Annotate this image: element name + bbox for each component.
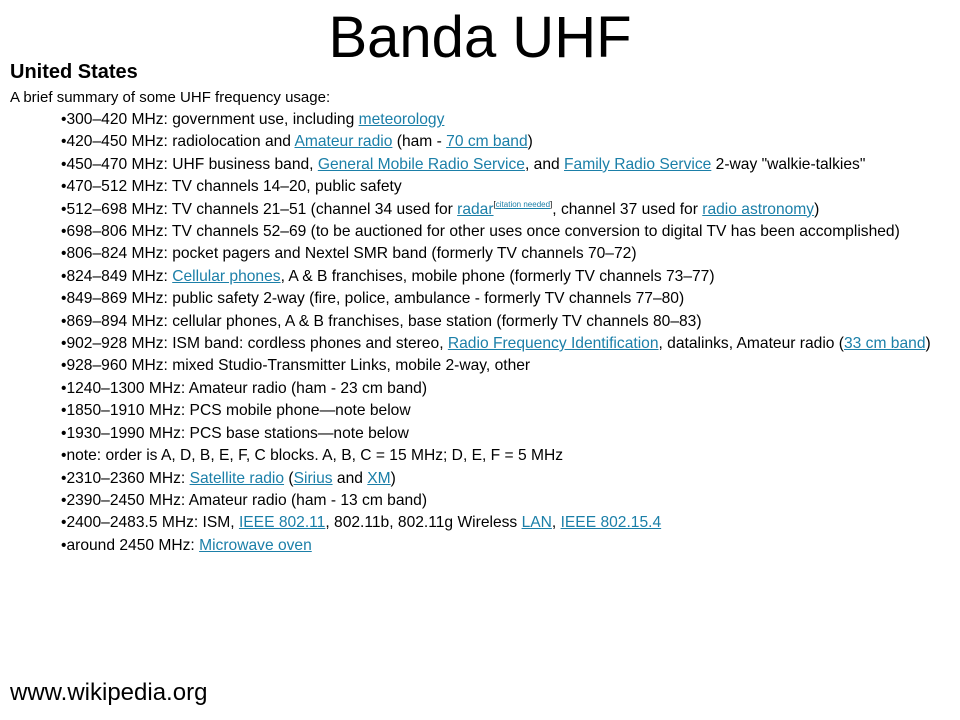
wiki-link[interactable]: meteorology [358, 111, 445, 128]
wiki-link[interactable]: IEEE 802.15.4 [560, 514, 662, 532]
frequency-item [61, 221, 951, 243]
wiki-link[interactable]: Sirius [293, 469, 333, 487]
wiki-link[interactable]: Cellular phones [172, 267, 281, 285]
wiki-link[interactable]: Satellite radio [189, 469, 285, 487]
frequency-item [61, 400, 951, 422]
frequency-item [61, 423, 951, 445]
item-text: •698–806 MHz: TV channels 52–69 (to be auctioned for other uses once conversion to digital TV has been accomplished) [61, 223, 900, 241]
frequency-item [61, 490, 951, 512]
frequency-item [61, 445, 951, 467]
wiki-link[interactable]: Microwave oven [199, 536, 312, 554]
item-text: (ham - [392, 133, 447, 151]
wiki-link[interactable]: XM [367, 469, 391, 487]
frequency-item [61, 199, 951, 221]
item-text: , datalinks, Amateur radio ( [658, 335, 844, 353]
item-text: ( [284, 469, 294, 487]
item-text: •1930–1990 MHz: PCS base stations—note below [61, 424, 409, 442]
source-credit: www.wikipedia.org [10, 679, 208, 706]
item-text: , 802.11b, 802.11g Wireless [325, 514, 522, 532]
item-text: •note: order is A, D, B, E, F, C blocks. A, B, C = 15 MHz; D, E, F = 5 MHz [61, 447, 564, 465]
frequency-item [61, 109, 951, 131]
item-text: and [332, 469, 368, 487]
frequency-item [61, 311, 951, 333]
wiki-link[interactable]: Amateur radio [294, 133, 393, 151]
item-text: •824–849 MHz: [61, 267, 173, 285]
item-text: ) [814, 200, 820, 218]
item-text: •2400–2483.5 MHz: ISM, [61, 514, 239, 532]
item-text: •450–470 MHz: UHF business band, [61, 155, 318, 173]
frequency-item [61, 176, 951, 198]
wiki-link[interactable]: LAN [521, 514, 552, 532]
item-text: •300–420 MHz: government use, including [61, 111, 359, 128]
item-text: , channel 37 used for [552, 200, 703, 218]
frequency-item [61, 535, 951, 557]
item-text: •470–512 MHz: TV channels 14–20, public safety [61, 178, 402, 196]
frequency-item [61, 266, 951, 288]
intro-text: A brief summary of some UHF frequency usage: [10, 89, 331, 106]
wiki-link[interactable]: General Mobile Radio Service [317, 155, 525, 173]
slide-title: Banda UHF [328, 5, 632, 70]
frequency-item [61, 333, 951, 355]
item-text: 2-way "walkie-talkies" [711, 155, 866, 173]
item-text: ) [390, 469, 396, 487]
item-text: , [551, 514, 561, 532]
item-text: •512–698 MHz: TV channels 21–51 (channel 34 used for [61, 200, 458, 218]
section-heading: United States [10, 61, 138, 83]
item-text: •2310–2360 MHz: [61, 469, 190, 487]
frequency-item [61, 288, 951, 310]
wiki-link[interactable]: IEEE 802.11 [238, 514, 326, 532]
item-text: •around 2450 MHz: [61, 536, 200, 554]
item-text: •806–824 MHz: pocket pagers and Nextel SMR band (formerly TV channels 70–72) [61, 245, 637, 263]
item-text: ] [550, 199, 553, 209]
frequency-item [61, 154, 951, 176]
item-text: •849–869 MHz: public safety 2-way (fire, police, ambulance - formerly TV channels 77–80) [61, 290, 685, 308]
wiki-link[interactable]: Family Radio Service [564, 155, 712, 173]
item-text: •2390–2450 MHz: Amateur radio (ham - 13 cm band) [61, 491, 428, 509]
frequency-item [61, 355, 951, 377]
item-text: •928–960 MHz: mixed Studio-Transmitter Links, mobile 2-way, other [61, 357, 531, 375]
frequency-item [61, 468, 951, 490]
item-text: •869–894 MHz: cellular phones, A & B franchises, base station (formerly TV channels 80–83) [61, 312, 702, 330]
wiki-link[interactable]: radar [457, 200, 494, 218]
item-text: ) [925, 335, 931, 353]
wiki-link[interactable]: citation needed [495, 199, 551, 209]
frequency-item [61, 131, 951, 153]
item-text: •1850–1910 MHz: PCS mobile phone—note below [61, 402, 411, 420]
item-text: ) [527, 133, 533, 151]
wiki-link[interactable]: 70 cm band [446, 133, 528, 151]
frequency-item [61, 512, 951, 534]
wiki-link[interactable]: radio astronomy [702, 200, 815, 218]
wiki-link[interactable]: Radio Frequency Identification [447, 335, 659, 353]
wiki-link[interactable]: 33 cm band [844, 335, 926, 353]
item-text: •1240–1300 MHz: Amateur radio (ham - 23 cm band) [61, 379, 428, 397]
item-text: , A & B franchises, mobile phone (formerly TV channels 73–77) [280, 267, 715, 285]
superscript [493, 199, 553, 209]
frequency-item [61, 378, 951, 400]
frequency-list [61, 109, 951, 557]
item-text: [ [493, 199, 496, 209]
frequency-item [61, 243, 951, 265]
item-text: •902–928 MHz: ISM band: cordless phones and stereo, [61, 335, 448, 353]
item-text: , and [524, 155, 564, 173]
item-text: •420–450 MHz: radiolocation and [61, 133, 295, 151]
